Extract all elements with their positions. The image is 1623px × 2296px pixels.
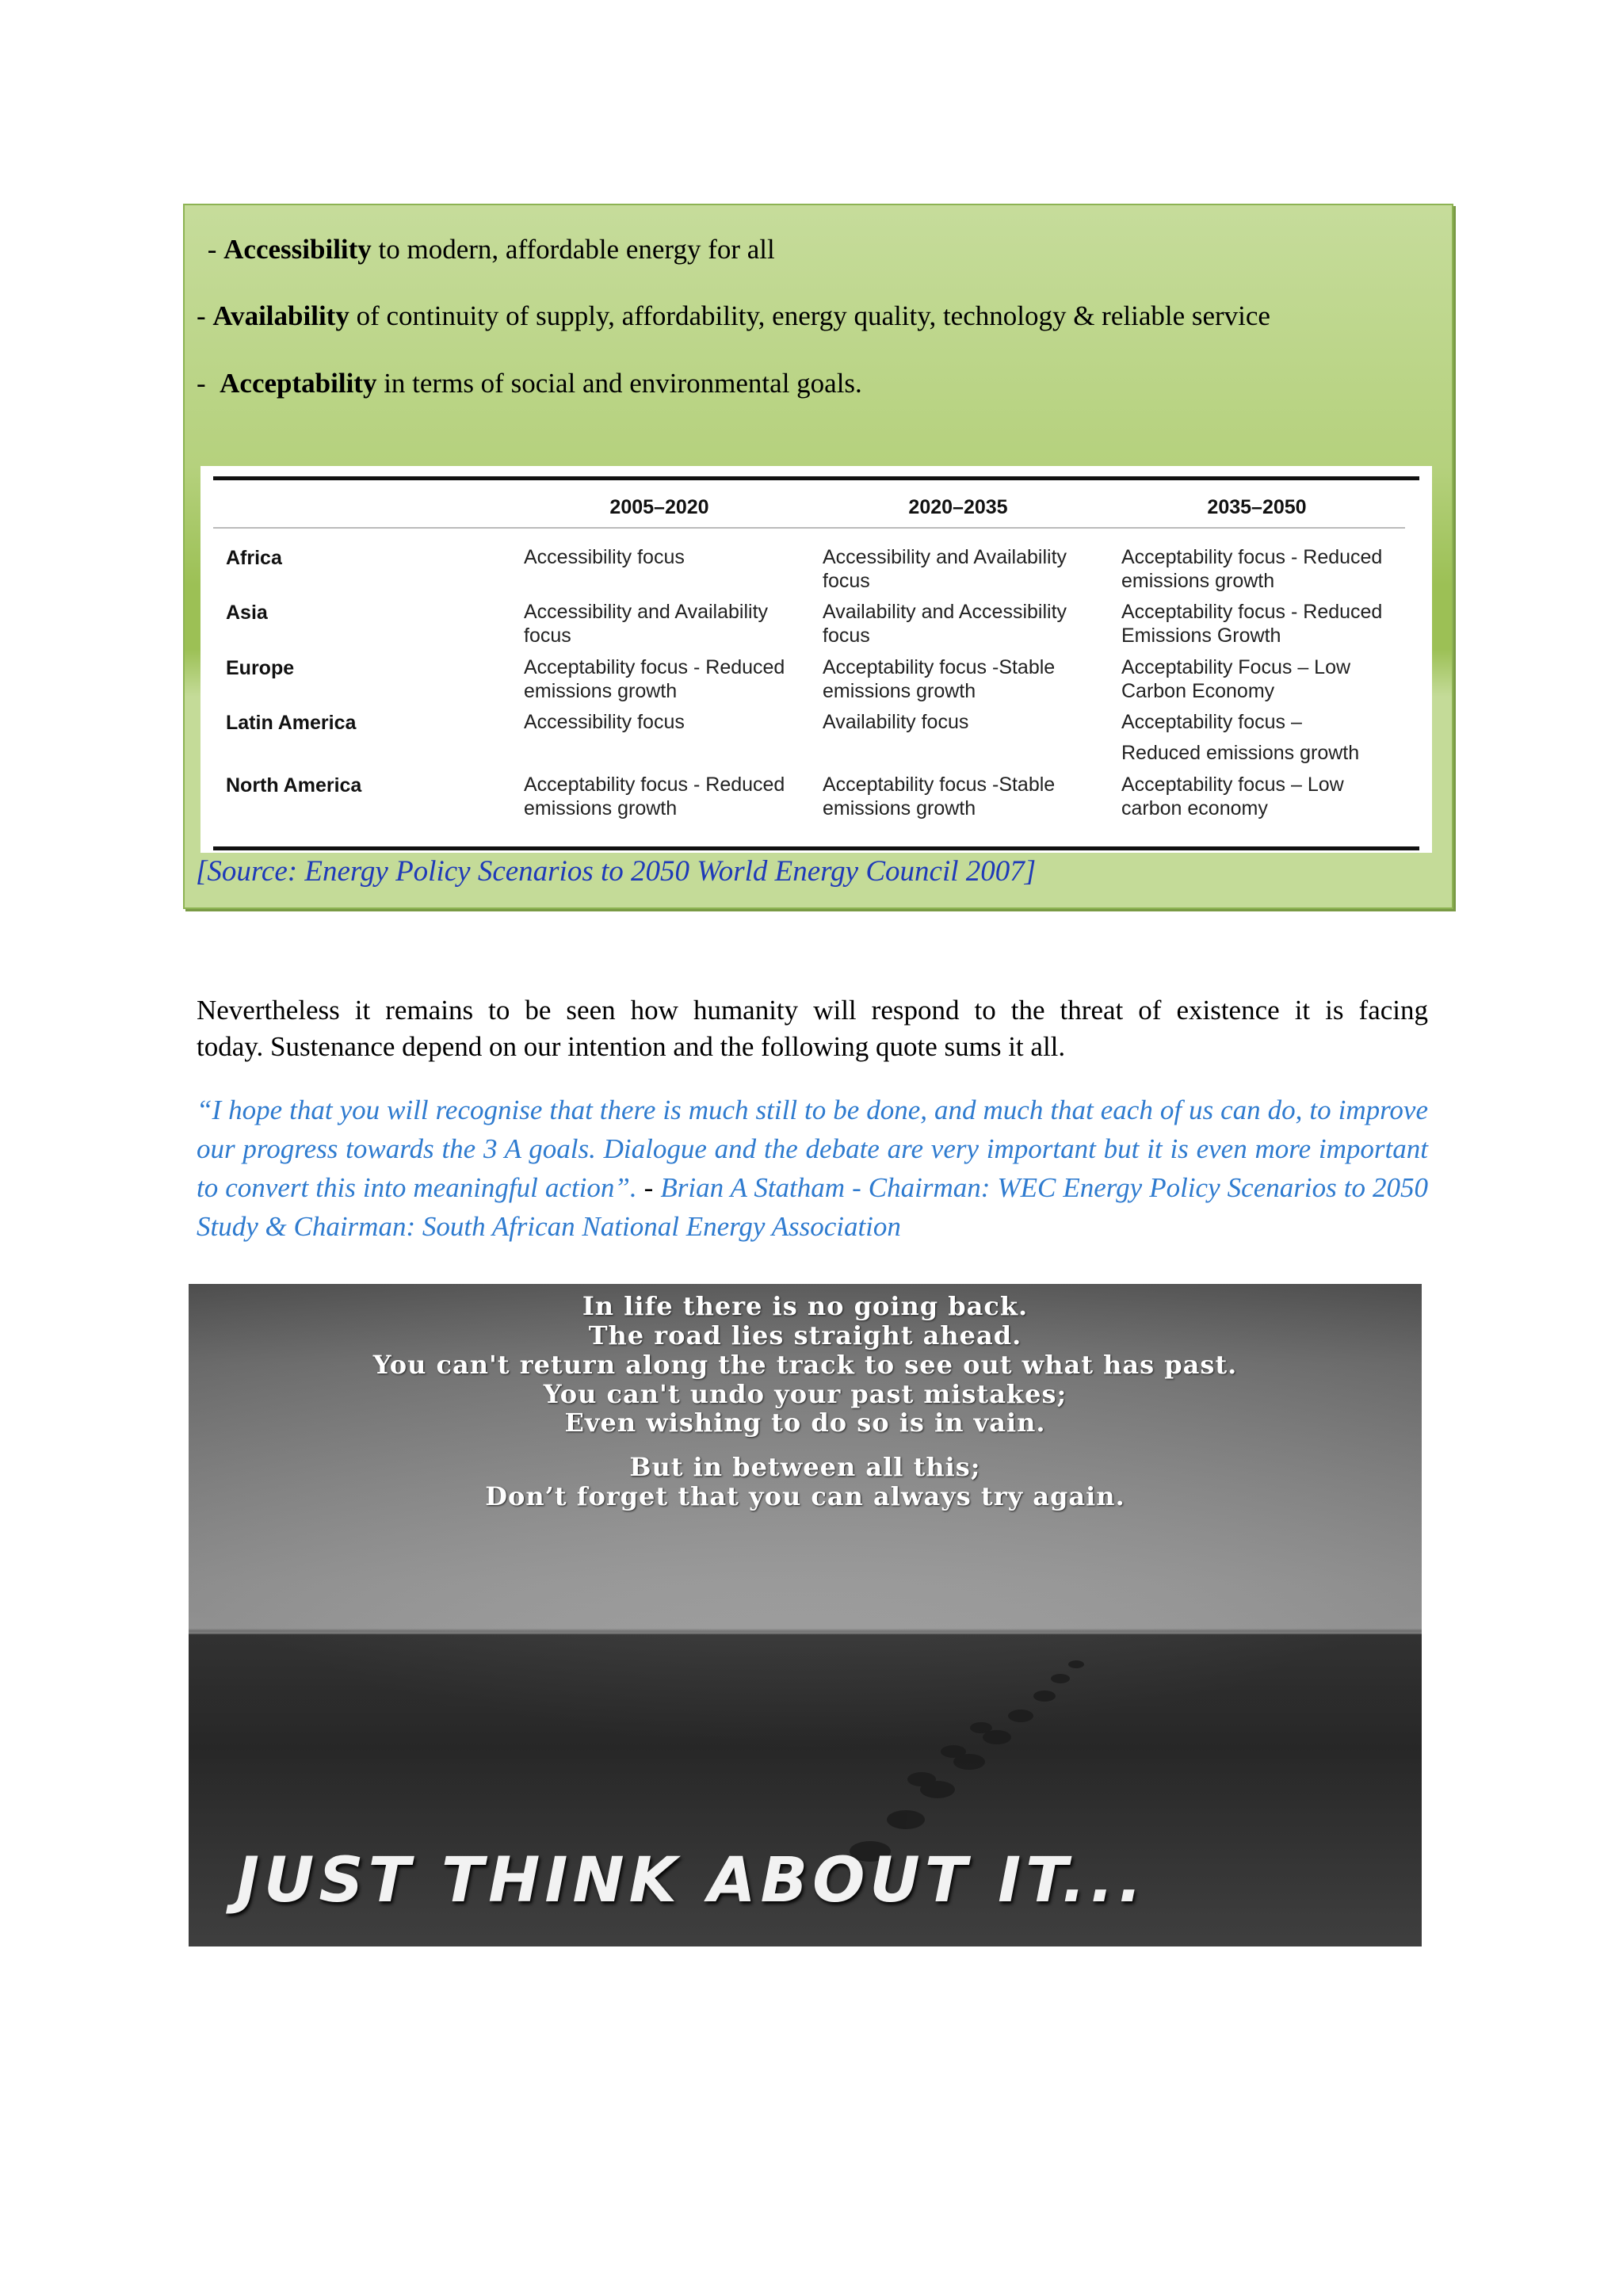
bullet-text: to modern, affordable energy for all xyxy=(371,234,775,265)
poem-line-1: In life there is no going back. xyxy=(582,1291,1029,1321)
cell-north-america-1: Acceptability focus - Reduced emissions growth xyxy=(524,774,785,819)
cell-latin-america-1: Accessibility focus xyxy=(524,711,685,733)
row-label-latin-america: Latin America xyxy=(226,712,357,734)
header-2020-2035: 2020–2035 xyxy=(908,496,1008,518)
cell-asia-1: Accessibility and Availability focus xyxy=(524,601,769,647)
cell-europe-1: Acceptability focus - Reduced emissions growth xyxy=(524,656,785,702)
cell-north-america-2: Acceptability focus -Stable emissions growth xyxy=(823,774,1056,819)
row-label-africa: Africa xyxy=(226,547,282,569)
bullet-term: Accessibility xyxy=(223,234,372,265)
quote-dash: - xyxy=(636,1172,661,1203)
table-bottom-rule xyxy=(213,846,1419,850)
cell-latin-america-2: Availability focus xyxy=(823,711,969,733)
body-paragraph xyxy=(197,992,1428,1065)
cell-latin-america-3: Acceptability focus – xyxy=(1121,711,1302,733)
row-label-north-america: North America xyxy=(226,774,362,797)
source-citation: [Source: Energy Policy Scenarios to 2050 World Energy Council 2007] xyxy=(196,855,1037,888)
poem-line-4: You can't undo your past mistakes; xyxy=(543,1379,1067,1409)
cell-latin-america-3-cont: Reduced emissions growth xyxy=(1121,742,1360,764)
table-header-rule xyxy=(213,527,1405,529)
just-think-caption: JUST THINK ABOUT IT... xyxy=(236,1845,1147,1916)
table-top-rule xyxy=(213,476,1419,480)
cell-africa-2: Accessibility and Availability focus xyxy=(823,546,1067,592)
cell-north-america-3: Acceptability focus – Low carbon economy xyxy=(1121,774,1344,819)
cell-asia-2: Availability and Accessibility focus xyxy=(823,601,1067,647)
bullet-term: Acceptability xyxy=(220,368,377,399)
bullet-accessibility xyxy=(200,234,775,266)
paragraph-line-1: Nevertheless it remains to be seen how humanity will respond to the threat of existence it is facing xyxy=(197,995,1428,1026)
poem-line-6: But in between all this; xyxy=(629,1452,981,1482)
poem-line-7: Don’t forget that you can always try again. xyxy=(485,1481,1125,1511)
quote-text: “I hope that you will recognise that there is much still to be done, and much that each of us can do, to improve our progress towards the 3 A goals. Dialogue and the debate are very important but it is even more important to convert this into meaningful action”. xyxy=(197,1095,1428,1203)
bullet-prefix: - xyxy=(197,368,220,399)
poem-photo xyxy=(189,1284,1422,1946)
row-label-europe: Europe xyxy=(226,657,295,679)
row-label-asia: Asia xyxy=(226,602,268,624)
poem-line-5: Even wishing to do so is in vain. xyxy=(564,1408,1046,1438)
paragraph-line-2: today. Sustenance depend on our intention and the following quote sums it all. xyxy=(197,1031,1066,1062)
quote-attribution: Brian A Statham - Chairman: WEC Energy Policy Scenarios to 2050 Study & Chairman: South African National Energy Association xyxy=(197,1172,1429,1242)
poem-line-3: You can't return along the track to see out what has past. xyxy=(372,1350,1238,1380)
bullet-prefix: - xyxy=(200,234,224,265)
header-2035-2050: 2035–2050 xyxy=(1207,496,1307,518)
bullet-prefix: - xyxy=(197,300,213,331)
cell-asia-3: Acceptability focus - Reduced Emissions Growth xyxy=(1121,601,1383,647)
bullet-term: Availability xyxy=(212,300,349,331)
cell-africa-1: Accessibility focus xyxy=(524,546,685,568)
bullet-acceptability xyxy=(197,368,862,399)
poem-line-2: The road lies straight ahead. xyxy=(588,1320,1022,1350)
bullet-availability xyxy=(197,300,1270,332)
quote-block xyxy=(197,1091,1428,1246)
bullet-text: in terms of social and environmental goals. xyxy=(376,368,862,399)
cell-europe-3: Acceptability Focus – Low Carbon Economy xyxy=(1121,656,1351,702)
header-2005-2020: 2005–2020 xyxy=(609,496,709,518)
scenario-table xyxy=(200,466,1432,853)
bullet-text: of continuity of supply, affordability, energy quality, technology & reliable service xyxy=(349,300,1270,331)
cell-africa-3: Acceptability focus - Reduced emissions growth xyxy=(1121,546,1383,592)
cell-europe-2: Acceptability focus -Stable emissions growth xyxy=(823,656,1056,702)
